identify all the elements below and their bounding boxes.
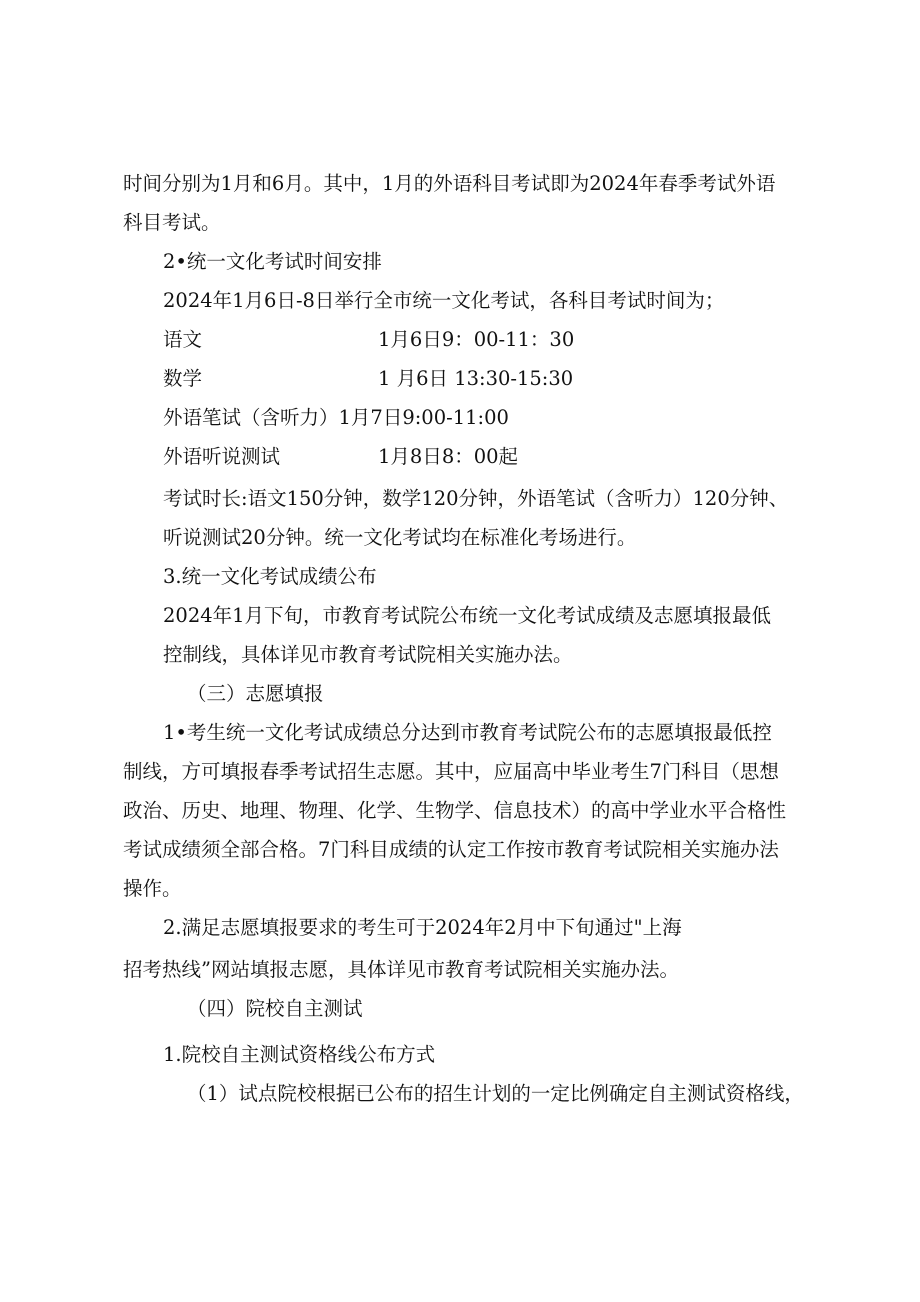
paragraph-line: 时间分别为1月和6月。其中，1月的外语科目考试即为2024年春季考试外语	[123, 172, 776, 195]
paragraph-line: 2024年1月6日-8日举行全市统一文化考试，各科目考试时间为；	[163, 289, 725, 312]
schedule-time: 1月6日9：00-11：30	[378, 328, 575, 351]
section-heading: （四）院校自主测试	[187, 997, 363, 1020]
paragraph-line: 考试时长:语文150分钟，数学120分钟，外语笔试（含听力）120分钟、	[163, 487, 789, 510]
schedule-row: 外语笔试（含听力）1月7日9:00-11:00	[163, 406, 509, 429]
schedule-subject: 外语听说测试	[163, 445, 281, 468]
paragraph-line: 控制线，具体详见市教育考试院相关实施办法。	[163, 643, 573, 666]
paragraph-line: 科目考试。	[123, 211, 221, 234]
schedule-time: 1月8日8：00起	[378, 445, 519, 468]
schedule-time: 1 月6日 13:30-15:30	[378, 367, 574, 390]
paragraph-line: 制线，方可填报春季考试招生志愿。其中，应届高中毕业考生7门科目（思想	[123, 760, 779, 783]
paragraph-line: （1）试点院校根据已公布的招生计划的一定比例确定自主测试资格线，	[187, 1082, 804, 1105]
section-heading: 2•统一文化考试时间安排	[163, 250, 382, 273]
paragraph-line: 招考热线”网站填报志愿，具体详见市教育考试院相关实施办法。	[123, 958, 679, 981]
paragraph-line: 考试成绩须全部合格。7门科目成绩的认定工作按市教育考试院相关实施办法	[123, 838, 779, 861]
section-heading: 3.统一文化考试成绩公布	[163, 565, 377, 588]
section-heading: （三）志愿填报	[187, 682, 324, 705]
paragraph-line: 听说测试20分钟。统一文化考试均在标准化考场进行。	[163, 526, 637, 549]
paragraph-line: 操作。	[123, 877, 182, 900]
section-heading: 1.院校自主测试资格线公布方式	[163, 1043, 436, 1066]
paragraph-line: 1•考生统一文化考试成绩总分达到市教育考试院公布的志愿填报最低控	[163, 721, 772, 744]
paragraph-line: 2024年1月下旬，市教育考试院公布统一文化考试成绩及志愿填报最低	[163, 604, 772, 627]
paragraph-line: 2.满足志愿填报要求的考生可于2024年2月中下旬通过"上海	[163, 916, 682, 939]
paragraph-line: 政治、历史、地理、物理、化学、生物学、信息技术）的高中学业水平合格性	[123, 799, 787, 822]
schedule-subject: 语文	[163, 328, 203, 351]
schedule-subject: 数学	[163, 367, 203, 390]
